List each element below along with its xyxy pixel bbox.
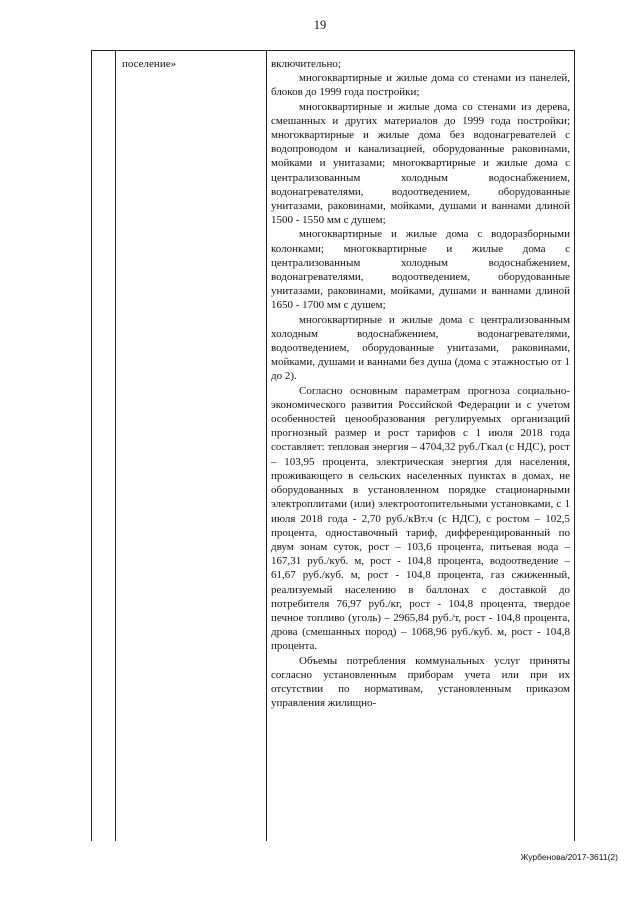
table-column-divider (266, 51, 267, 841)
paragraph: Объемы потребления коммунальных услуг приняты согласно установленным приборам учета или при их отсутствии по нормативам, установленным приказом управления жилищно- (271, 654, 570, 710)
paragraph: многоквартирные и жилые дома со стенами из панелей, блоков до 1999 года постройки; (271, 72, 570, 99)
page-number: 19 (313, 18, 327, 32)
table-column-divider (115, 51, 116, 841)
paragraph: Согласно основным параметрам прогноза социально-экономического развития Российской Федерации и с учетом особенностей ценообразования регулируемых организаций прогнозный размер и рост тарифов с 1 июля 2018 года составляет: тепловая энергия – 4704,32 руб./Гкал (с НДС), рост – 103,95 процента, электрическая энергия для населения, проживающего в сельских населенных пунктах в домах, не оборудованных в установленном порядке стационарными электроплитами (или) электроотопительными установками, с 1 июля 2018 года - 2,70 руб./кВт.ч (с НДС), с ростом – 102,5 процента, одноставочный тариф, дифференцированный по двум зонам суток, рост – 103,6 процента, питьевая вода – 167,31 руб./куб. м, рост - 104,8 процента, водоотведение – 61,67 руб./куб. м, рост - 104,8 процента, газ сжиженный, реализуемый населению в баллонах с доставкой до потребителя 76,97 руб./кг, рост - 104,8 процента, твердое печное топливо (уголь) – 2965,84 руб./т, рост - 104,8 процента, дрова (смешанных пород) – 1068,96 руб./куб. м, рост - 104,8 процента. (271, 384, 570, 653)
paragraph: включительно; (271, 58, 341, 70)
document-table (91, 50, 575, 841)
footer-reference: Журбенова/2017-3611(2) (520, 852, 618, 862)
table-cell-description (271, 57, 570, 710)
paragraph: многоквартирные и жилые дома с централизованным холодным водоснабжением, водонагревателями, водоотведением, оборудованные унитазами, раковинами, мойками, душами и ваннами без душа (дома с этажностью от 1 до 2). (271, 313, 570, 383)
paragraph: многоквартирные и жилые дома с водоразборными колонками; многоквартирные и жилые дома с централизованным холодным водоснабжением, водонагревателями, водоотведением, оборудованные унитазами, раковинами, мойками, душами и ваннами длиной 1650 - 1700 мм с душем; (271, 228, 570, 312)
paragraph: многоквартирные и жилые дома со стенами из дерева, смешанных и других материалов до 1999 года постройки; многоквартирные и жилые дома без водонагревателей с водопроводом и канализацией, оборудованные раковинами, мойками и унитазами; многоквартирные и жилые дома с централизованным холодным водоснабжением, водонагревателями, водоотведением, оборудованные унитазами, раковинами, мойками, душами и ваннами длиной 1500 - 1550 мм с душем; (271, 100, 570, 227)
table-cell-category: поселение» (122, 58, 177, 70)
